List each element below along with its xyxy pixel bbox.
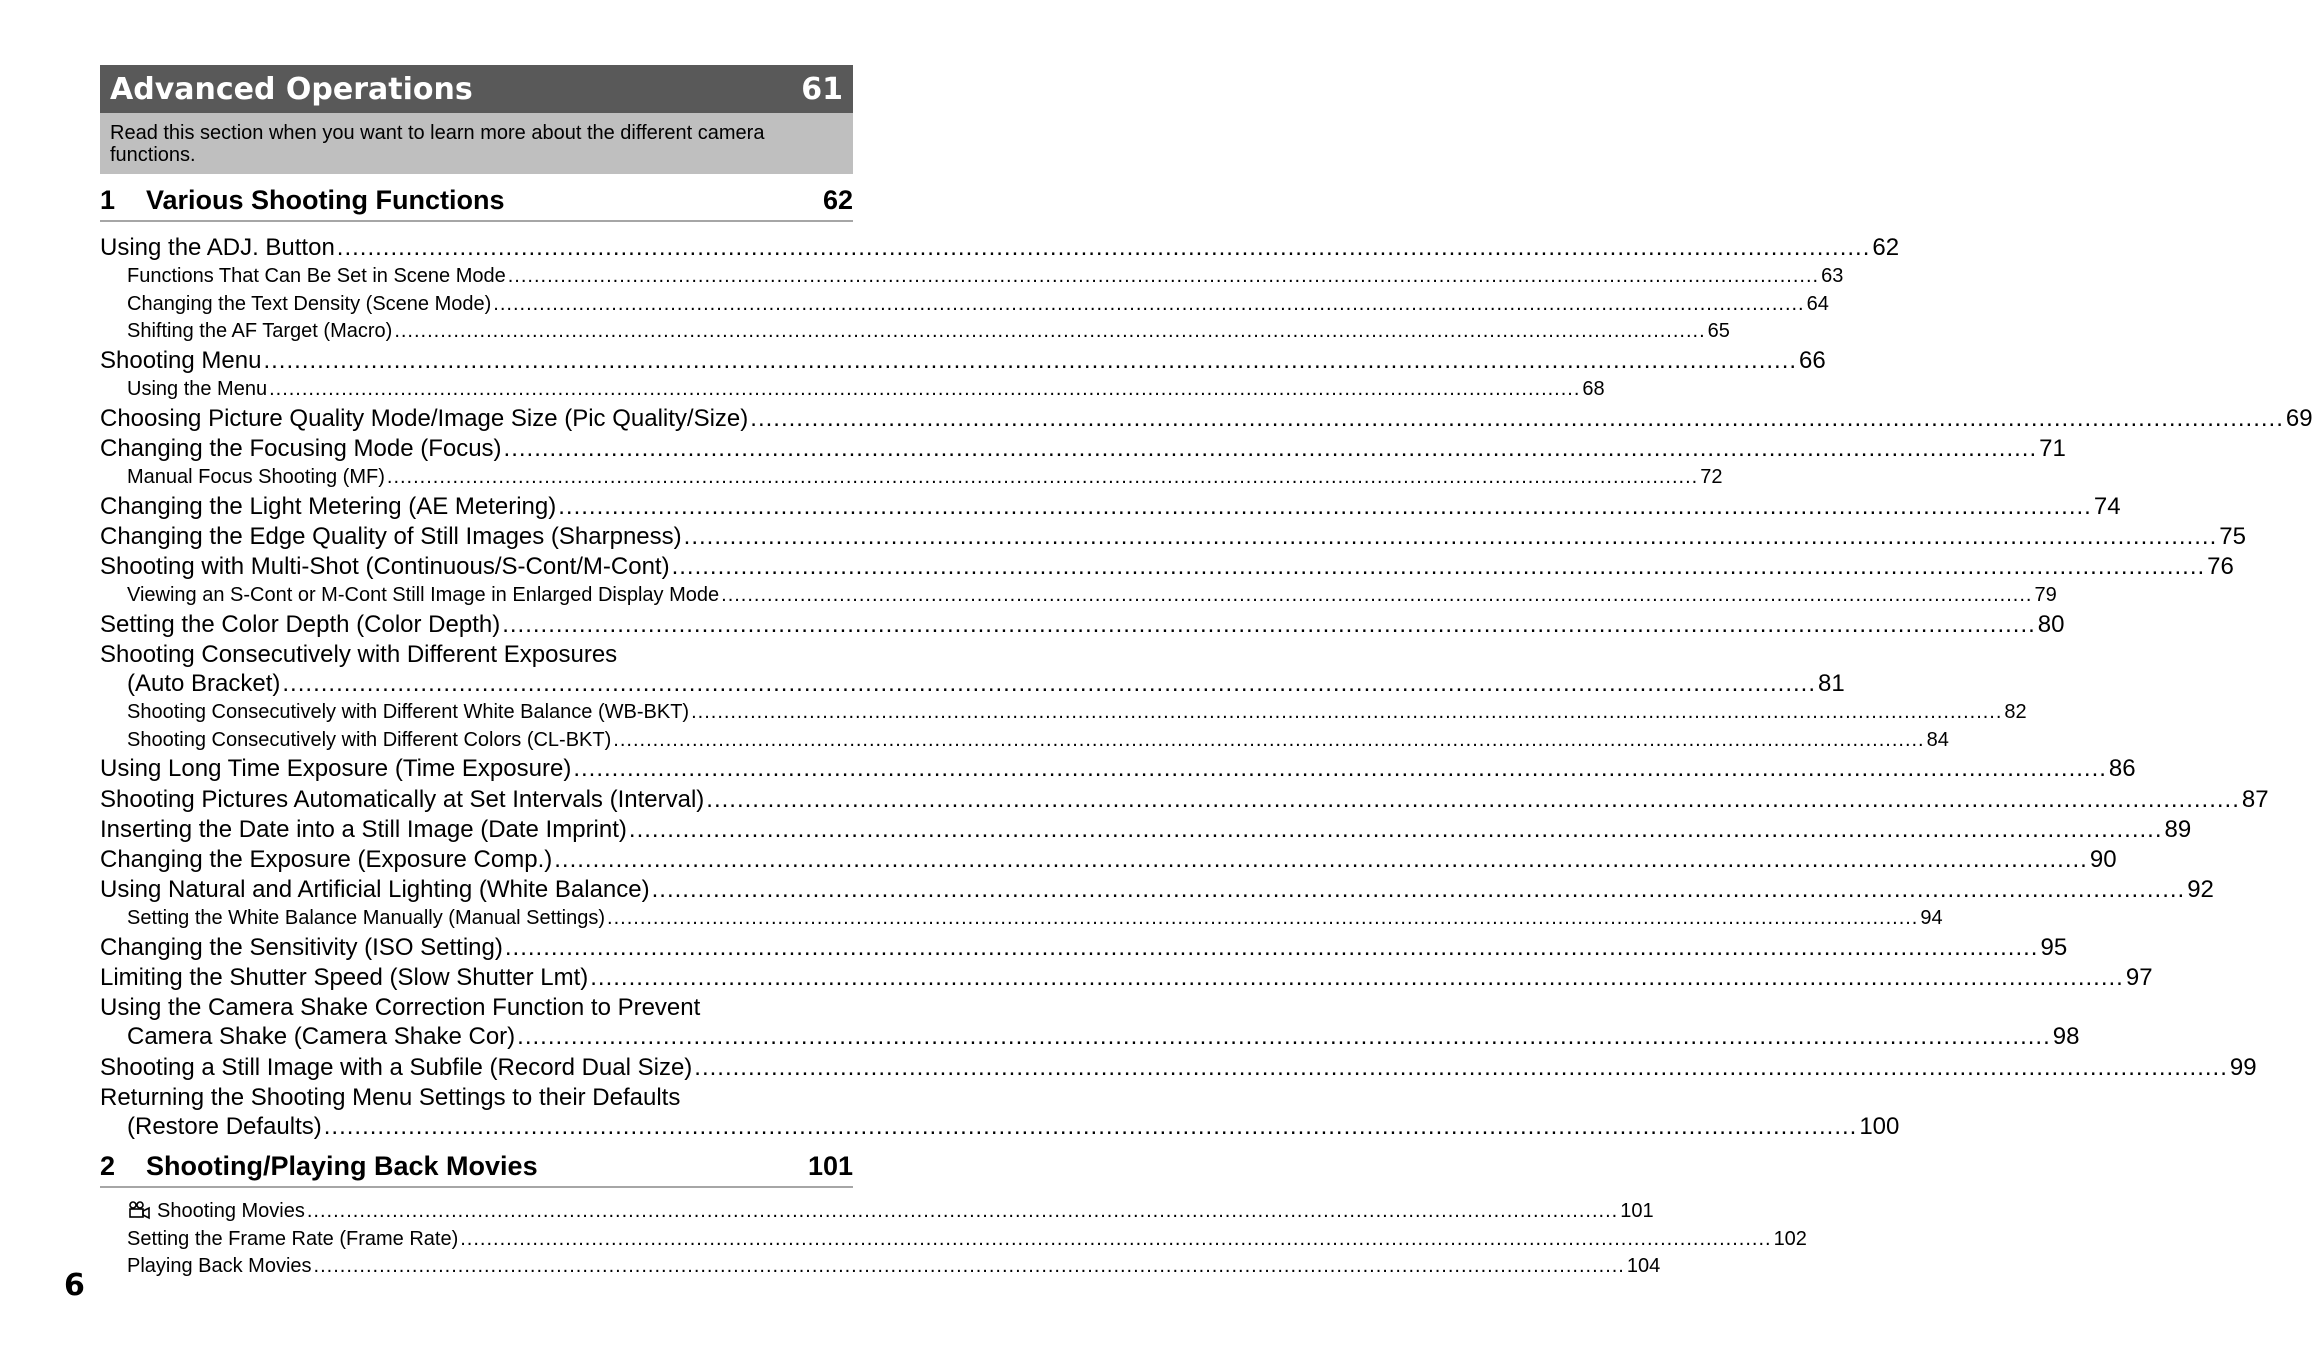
toc-entry-first-line: Returning the Shooting Menu Settings to their Defaults	[100, 1083, 681, 1111]
toc-entry-title: Shooting Consecutively with Different Colors (CL-BKT)	[127, 728, 612, 751]
toc-entry[interactable]	[100, 754, 2136, 784]
toc-list	[100, 233, 2313, 1142]
toc-entry-page: 92	[2187, 876, 2214, 904]
toc-entry-title: Changing the Sensitivity (ISO Setting)	[100, 933, 503, 961]
toc-entry[interactable]	[100, 1226, 1807, 1254]
toc-entry-page: 74	[2093, 492, 2121, 520]
toc-entry-title: Changing the Exposure (Exposure Comp.)	[100, 846, 553, 873]
toc-entry-title: Changing the Edge Quality of Still Images (Sharpness)	[100, 522, 682, 550]
toc-entry-page: 89	[2164, 815, 2192, 843]
toc-entry[interactable]	[100, 434, 2066, 464]
toc-entry[interactable]	[100, 346, 1826, 376]
toc-entry-page: 71	[2039, 434, 2066, 462]
leader-dots	[750, 404, 2284, 434]
toc-entry-page: 80	[2037, 610, 2065, 638]
toc-entry-title: Camera Shake (Camera Shake Cor)	[127, 1023, 516, 1051]
toc-entry-title: Viewing an S-Cont or M-Cont Still Image in Enlarged Display Mode	[127, 584, 720, 607]
toc-entry-first-line: Shooting Consecutively with Different Exposures	[100, 641, 618, 669]
toc-entry-page: 86	[2108, 755, 2136, 783]
toc-entry[interactable]	[100, 610, 2065, 640]
toc-entry-page: 68	[1582, 378, 1605, 401]
toc-entry-page: 102	[1773, 1227, 1807, 1250]
toc-entry[interactable]	[100, 464, 1723, 492]
toc-entry[interactable]	[100, 1253, 1661, 1281]
toc-entry-page: 104	[1626, 1255, 1661, 1278]
leader-dots	[672, 552, 2206, 582]
toc-entry[interactable]	[100, 785, 2269, 815]
toc-entry-page: 72	[1700, 466, 1723, 489]
section-header	[100, 184, 853, 222]
leader-dots	[517, 1022, 2051, 1052]
leader-dots	[508, 263, 1819, 291]
leader-dots	[307, 1198, 1618, 1226]
toc-entry[interactable]	[100, 404, 2313, 434]
toc-entry-title: Shooting Menu	[100, 346, 262, 374]
toc-entry[interactable]	[100, 727, 1949, 755]
toc-entry-title: Changing the Focusing Mode (Focus)	[100, 434, 502, 462]
toc-entry-page: 64	[1806, 292, 1829, 315]
toc-entry-page: 82	[2004, 701, 2027, 724]
section-number: 2	[100, 1150, 116, 1181]
toc-entry[interactable]	[100, 552, 2234, 582]
toc-entry-page: 90	[2089, 846, 2117, 873]
leader-dots	[505, 933, 2039, 963]
toc-entry-page: 65	[1707, 320, 1730, 343]
toc-entry-page: 62	[1872, 234, 1900, 261]
section-title: Various Shooting Functions	[146, 185, 505, 215]
toc-sections	[100, 184, 2313, 1281]
toc-entry[interactable]	[100, 1053, 2257, 1083]
toc-entry[interactable]	[100, 1198, 1654, 1226]
toc-entry[interactable]	[100, 905, 1943, 933]
chapter-title: Advanced Operations	[110, 71, 473, 107]
leader-dots	[387, 464, 1698, 492]
toc-entry[interactable]	[100, 291, 1829, 319]
leader-dots	[684, 522, 2218, 552]
toc-entry-title: Shooting with Multi-Shot (Continuous/S-Cont/M-Cont)	[100, 553, 670, 581]
toc-entry-title: Shifting the AF Target (Macro)	[127, 320, 393, 343]
chapter-description: Read this section when you want to learn more about the different camera functions.	[100, 113, 853, 174]
toc-entry[interactable]	[100, 699, 2027, 727]
toc-entry-page: 66	[1799, 346, 1826, 374]
chapter-page: 61	[801, 71, 843, 107]
leader-dots	[691, 699, 2002, 727]
toc-entry-title: Setting the Color Depth (Color Depth)	[100, 610, 501, 638]
toc-entry-first-line: Using the Camera Shake Correction Function to Prevent	[100, 994, 701, 1022]
toc-entry[interactable]	[100, 233, 1900, 263]
toc-entry[interactable]	[100, 582, 2057, 610]
toc-entry[interactable]	[100, 318, 1730, 346]
leader-dots	[394, 318, 1705, 346]
toc-entry[interactable]	[100, 815, 2192, 845]
toc-entry-page: 69	[2285, 404, 2313, 432]
toc-entry-title: Changing the Light Metering (AE Metering)	[100, 492, 557, 520]
leader-dots	[493, 291, 1804, 319]
leader-dots	[263, 346, 1797, 376]
toc-entry-title: Choosing Picture Quality Mode/Image Size (Pic Quality/Size)	[100, 404, 749, 432]
toc-entry-title: Inserting the Date into a Still Image (Date Imprint)	[100, 815, 627, 843]
leader-dots	[314, 1253, 1625, 1281]
leader-dots	[324, 1112, 1858, 1142]
page-number: 6	[64, 1268, 85, 1303]
leader-dots	[269, 376, 1580, 404]
toc-entry-title: (Auto Bracket)	[127, 670, 281, 698]
toc-page	[100, 65, 2313, 1281]
toc-entry-page: 81	[1817, 670, 1845, 698]
section-header	[100, 1150, 853, 1188]
toc-entry-title: Playing Back Movies	[127, 1255, 312, 1278]
toc-list	[100, 1198, 1807, 1281]
toc-entry-title: Using Long Time Exposure (Time Exposure)	[100, 755, 572, 783]
toc-entry-page: 99	[2229, 1053, 2257, 1081]
toc-entry-title: Shooting Movies	[157, 1199, 305, 1222]
toc-entry-page: 97	[2125, 964, 2153, 992]
leader-dots	[502, 610, 2036, 640]
leader-dots	[573, 754, 2107, 784]
toc-entry-page: 95	[2040, 933, 2068, 961]
toc-entry[interactable]	[100, 669, 1845, 699]
toc-entry-title: Changing the Text Density (Scene Mode)	[127, 292, 492, 315]
leader-dots	[613, 727, 1924, 755]
toc-entry-page: 63	[1821, 265, 1844, 288]
toc-entry-title: Functions That Can Be Set in Scene Mode	[127, 265, 506, 288]
section-number: 1	[100, 185, 116, 215]
leader-dots	[337, 233, 1871, 263]
toc-entry[interactable]	[100, 933, 2068, 963]
leader-dots	[694, 1053, 2228, 1083]
toc-entry-title: Setting the Frame Rate (Frame Rate)	[127, 1227, 459, 1250]
leader-dots	[652, 875, 2186, 905]
toc-entry-page: 94	[1920, 907, 1943, 930]
toc-entry-page: 87	[2241, 785, 2269, 813]
toc-entry-title: (Restore Defaults)	[127, 1112, 322, 1140]
leader-dots	[629, 815, 2163, 845]
toc-entry-page: 75	[2219, 522, 2246, 550]
toc-entry[interactable]	[100, 1022, 2080, 1052]
toc-entry-page: 101	[1620, 1199, 1654, 1222]
section-title: Shooting/Playing Back Movies	[146, 1150, 538, 1181]
toc-entry-title: Using Natural and Artificial Lighting (White Balance)	[100, 876, 650, 904]
leader-dots	[554, 845, 2088, 875]
toc-entry-page: 79	[2034, 584, 2057, 607]
leader-dots	[504, 434, 2038, 464]
toc-entry-title: Shooting Consecutively with Different White Balance (WB-BKT)	[127, 701, 690, 724]
toc-entry-title: Setting the White Balance Manually (Manual Settings)	[127, 907, 606, 930]
movie-camera-icon	[127, 1201, 151, 1219]
toc-entry-title: Limiting the Shutter Speed (Slow Shutter Lmt)	[100, 964, 589, 992]
leader-dots	[460, 1226, 1771, 1254]
chapter-header	[100, 65, 853, 113]
leader-dots	[706, 785, 2240, 815]
toc-entry-page: 98	[2052, 1023, 2080, 1051]
toc-entry-page: 84	[1926, 728, 1949, 751]
toc-entry-title: Shooting Pictures Automatically at Set Intervals (Interval)	[100, 785, 705, 813]
leader-dots	[590, 963, 2124, 993]
leader-dots	[558, 492, 2092, 522]
leader-dots	[607, 905, 1918, 933]
toc-entry[interactable]	[100, 376, 1605, 404]
toc-entry[interactable]	[100, 845, 2117, 875]
toc-entry[interactable]	[100, 875, 2214, 905]
toc-entry-page: 76	[2207, 553, 2234, 581]
toc-entry[interactable]	[100, 1112, 1900, 1142]
toc-entry[interactable]	[100, 263, 1844, 291]
toc-entry-title: Shooting a Still Image with a Subfile (Record Dual Size)	[100, 1053, 693, 1081]
leader-dots	[721, 582, 2032, 610]
toc-entry-title: Using the ADJ. Button	[100, 234, 335, 261]
toc-entry-title: Manual Focus Shooting (MF)	[127, 466, 385, 489]
toc-entry-title: Using the Menu	[127, 378, 268, 401]
toc-entry[interactable]	[100, 522, 2246, 552]
toc-entry-page: 100	[1859, 1112, 1900, 1140]
section-page: 101	[807, 1150, 853, 1181]
toc-entry[interactable]	[100, 492, 2121, 522]
toc-entry[interactable]	[100, 963, 2153, 993]
section-page: 62	[822, 185, 853, 215]
leader-dots	[282, 669, 1816, 699]
